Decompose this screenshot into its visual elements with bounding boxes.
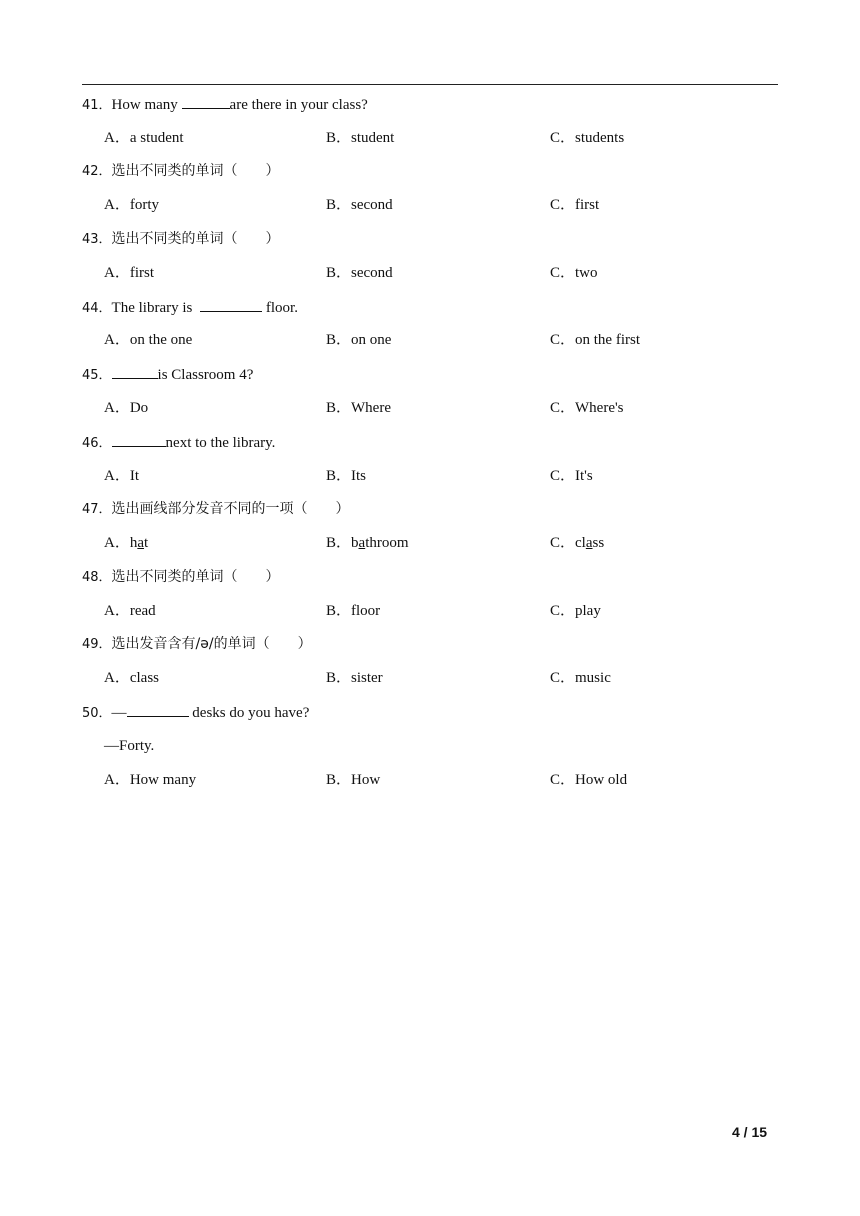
option-c[interactable]: C．students	[550, 130, 625, 146]
option-b[interactable]: B．second	[326, 197, 393, 213]
question-text: The library is	[111, 300, 197, 316]
question-number: 45．	[82, 368, 112, 383]
underlined-letter: a	[137, 535, 145, 551]
question-number: 47．	[82, 502, 112, 517]
option-a[interactable]: A．hat	[104, 535, 149, 551]
option-c[interactable]: C．It's	[550, 468, 593, 484]
question-text-after: is Classroom 4?	[157, 367, 254, 383]
question-text: 选出不同类的单词（ ）	[111, 569, 280, 585]
question-number: 43．	[82, 232, 112, 247]
question-46	[82, 432, 275, 454]
option-b[interactable]: B．bathroom	[326, 535, 409, 551]
question-text-after: desks do you have?	[188, 705, 310, 721]
page-number: 4 / 15	[732, 1124, 768, 1140]
option-b[interactable]: B．on one	[326, 332, 392, 348]
question-45	[82, 364, 253, 386]
underlined-letter: a	[358, 535, 366, 551]
option-b[interactable]: B．second	[326, 265, 393, 281]
option-c[interactable]: C．class	[550, 535, 605, 551]
option-c[interactable]: C．Where's	[550, 400, 624, 416]
question-text-after: floor.	[262, 300, 298, 316]
option-a[interactable]: A．class	[104, 670, 160, 686]
option-b[interactable]: B．Where	[326, 400, 391, 416]
header-rule	[82, 84, 778, 85]
answer-blank	[182, 94, 230, 109]
option-c[interactable]: C．first	[550, 197, 600, 213]
question-number: 42．	[82, 164, 112, 179]
question-48	[82, 567, 280, 588]
question-number: 41．	[82, 98, 112, 113]
option-c[interactable]: C．play	[550, 603, 601, 619]
question-text: 选出画线部分发音不同的一项（ ）	[111, 501, 350, 517]
question-47	[82, 499, 350, 520]
option-b[interactable]: B．floor	[326, 603, 381, 619]
question-text: 选出发音含有/ə/的单词（ ）	[111, 636, 312, 652]
option-c[interactable]: C．on the first	[550, 332, 641, 348]
option-c[interactable]: C．How old	[550, 772, 628, 788]
answer-blank	[200, 297, 262, 312]
option-a[interactable]: A．first	[104, 265, 155, 281]
option-b[interactable]: B．Its	[326, 468, 367, 484]
answer-blank	[112, 432, 166, 447]
option-b[interactable]: B．student	[326, 130, 395, 146]
option-a[interactable]: A．read	[104, 603, 156, 619]
question-text-after: are there in your class?	[229, 97, 368, 113]
question-text-after: next to the library.	[165, 435, 276, 451]
question-49	[82, 634, 312, 655]
option-a[interactable]: A．a student	[104, 130, 184, 146]
question-41	[82, 94, 368, 116]
option-a[interactable]: A．Do	[104, 400, 149, 416]
question-text: —	[111, 705, 127, 721]
question-number: 48．	[82, 570, 112, 585]
question-text: 选出不同类的单词（ ）	[111, 231, 280, 247]
option-b[interactable]: B．sister	[326, 670, 383, 686]
question-44	[82, 297, 298, 319]
answer-blank	[112, 364, 158, 379]
answer-blank	[127, 702, 189, 717]
question-number: 46．	[82, 436, 112, 451]
question-number: 44．	[82, 301, 112, 316]
option-a[interactable]: A．on the one	[104, 332, 193, 348]
option-a[interactable]: A．How many	[104, 772, 197, 788]
dialogue-reply: —Forty.	[104, 738, 155, 754]
underlined-letter: a	[585, 535, 593, 551]
question-50	[82, 702, 309, 724]
option-c[interactable]: C．two	[550, 265, 598, 281]
question-text: How many	[111, 97, 182, 113]
option-c[interactable]: C．music	[550, 670, 611, 686]
question-42	[82, 161, 280, 182]
question-43	[82, 229, 280, 250]
option-a[interactable]: A．forty	[104, 197, 160, 213]
question-number: 50．	[82, 706, 112, 721]
question-number: 49．	[82, 637, 112, 652]
question-text: 选出不同类的单词（ ）	[111, 163, 280, 179]
option-b[interactable]: B．How	[326, 772, 381, 788]
option-a[interactable]: A．It	[104, 468, 140, 484]
